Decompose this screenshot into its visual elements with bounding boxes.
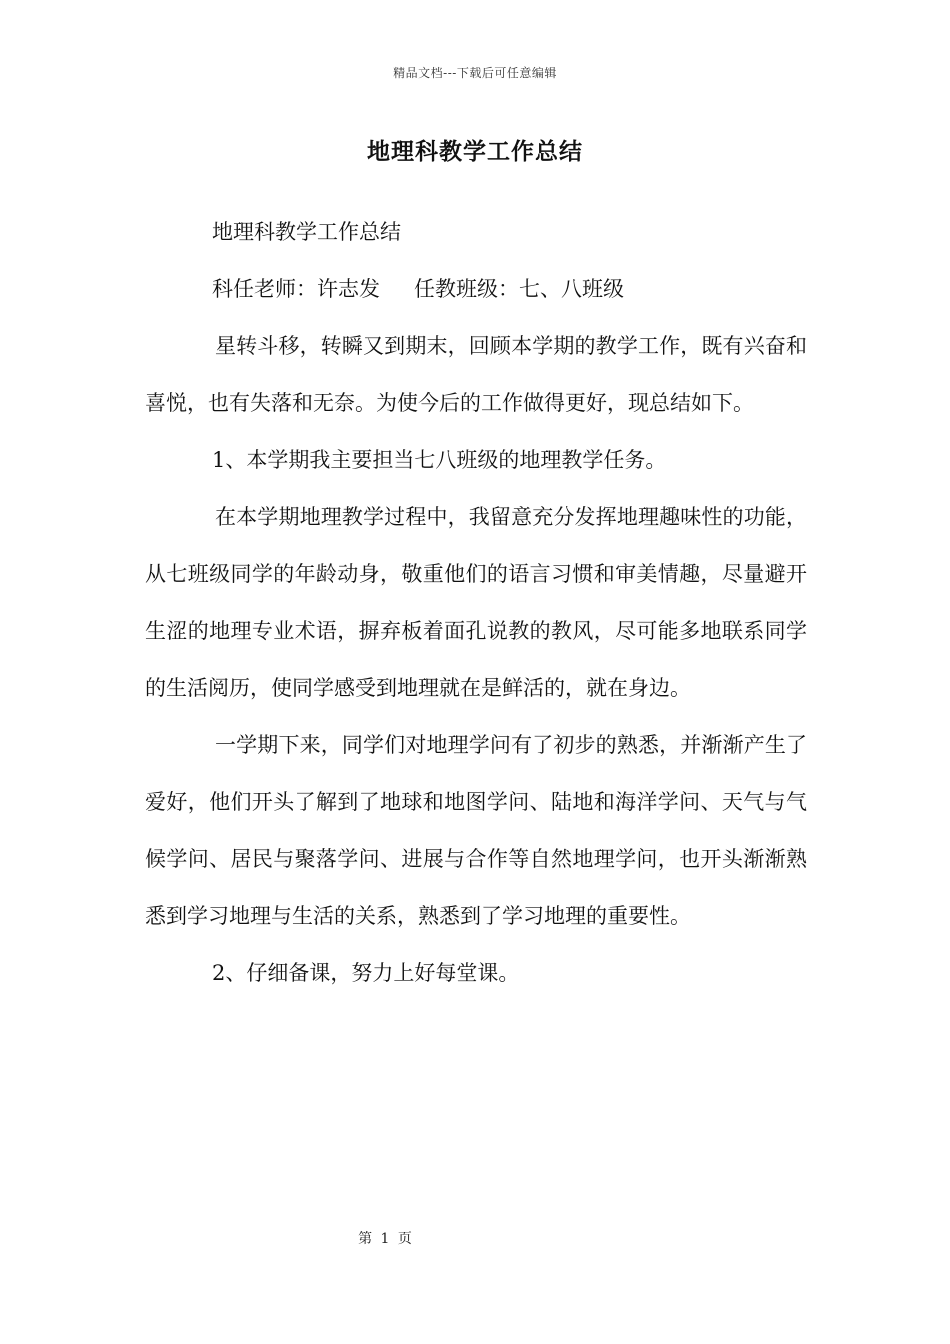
intro-paragraph: 星转斗移，转瞬又到期末，回顾本学期的教学工作，既有兴奋和喜悦，也有失落和无奈。为使今后的工作做得更好，现总结如下。 — [145, 334, 807, 415]
teaching-classes: 任教班级：七、八班级 — [414, 277, 624, 301]
section-heading-1: 1、本学期我主要担当七八班级的地理教学任务。 — [212, 448, 667, 472]
document-body — [145, 204, 807, 1002]
subtitle-paragraph: 地理科教学工作总结 — [212, 220, 401, 244]
body-paragraph: 一学期下来，同学们对地理学问有了初步的熟悉，并渐渐产生了爱好，他们开头了解到了地球和地图学问、陆地和海洋学问、天气与气候学问、居民与聚落学问、进展与合作等自然地理学问，也开头渐渐熟悉到学习地理与生活的关系，熟悉到了学习地理的重要性。 — [145, 733, 807, 928]
section-heading-2: 2、仔细备课，努力上好每堂课。 — [212, 961, 520, 985]
page-number: 第 1 页 — [358, 1231, 412, 1247]
teacher-name: 科任老师：许志发 — [212, 277, 380, 301]
page-header: 精品文档---下载后可任意编辑 — [393, 66, 557, 80]
teacher-info-line — [145, 261, 807, 318]
document-title: 地理科教学工作总结 — [367, 138, 583, 165]
body-paragraph: 在本学期地理教学过程中，我留意充分发挥地理趣味性的功能，从七班级同学的年龄动身，敬重他们的语言习惯和审美情趣，尽量避开生涩的地理专业术语，摒弃板着面孔说教的教风，尽可能多地联系同学的生活阅历，使同学感受到地理就在是鲜活的，就在身边。 — [145, 505, 807, 700]
